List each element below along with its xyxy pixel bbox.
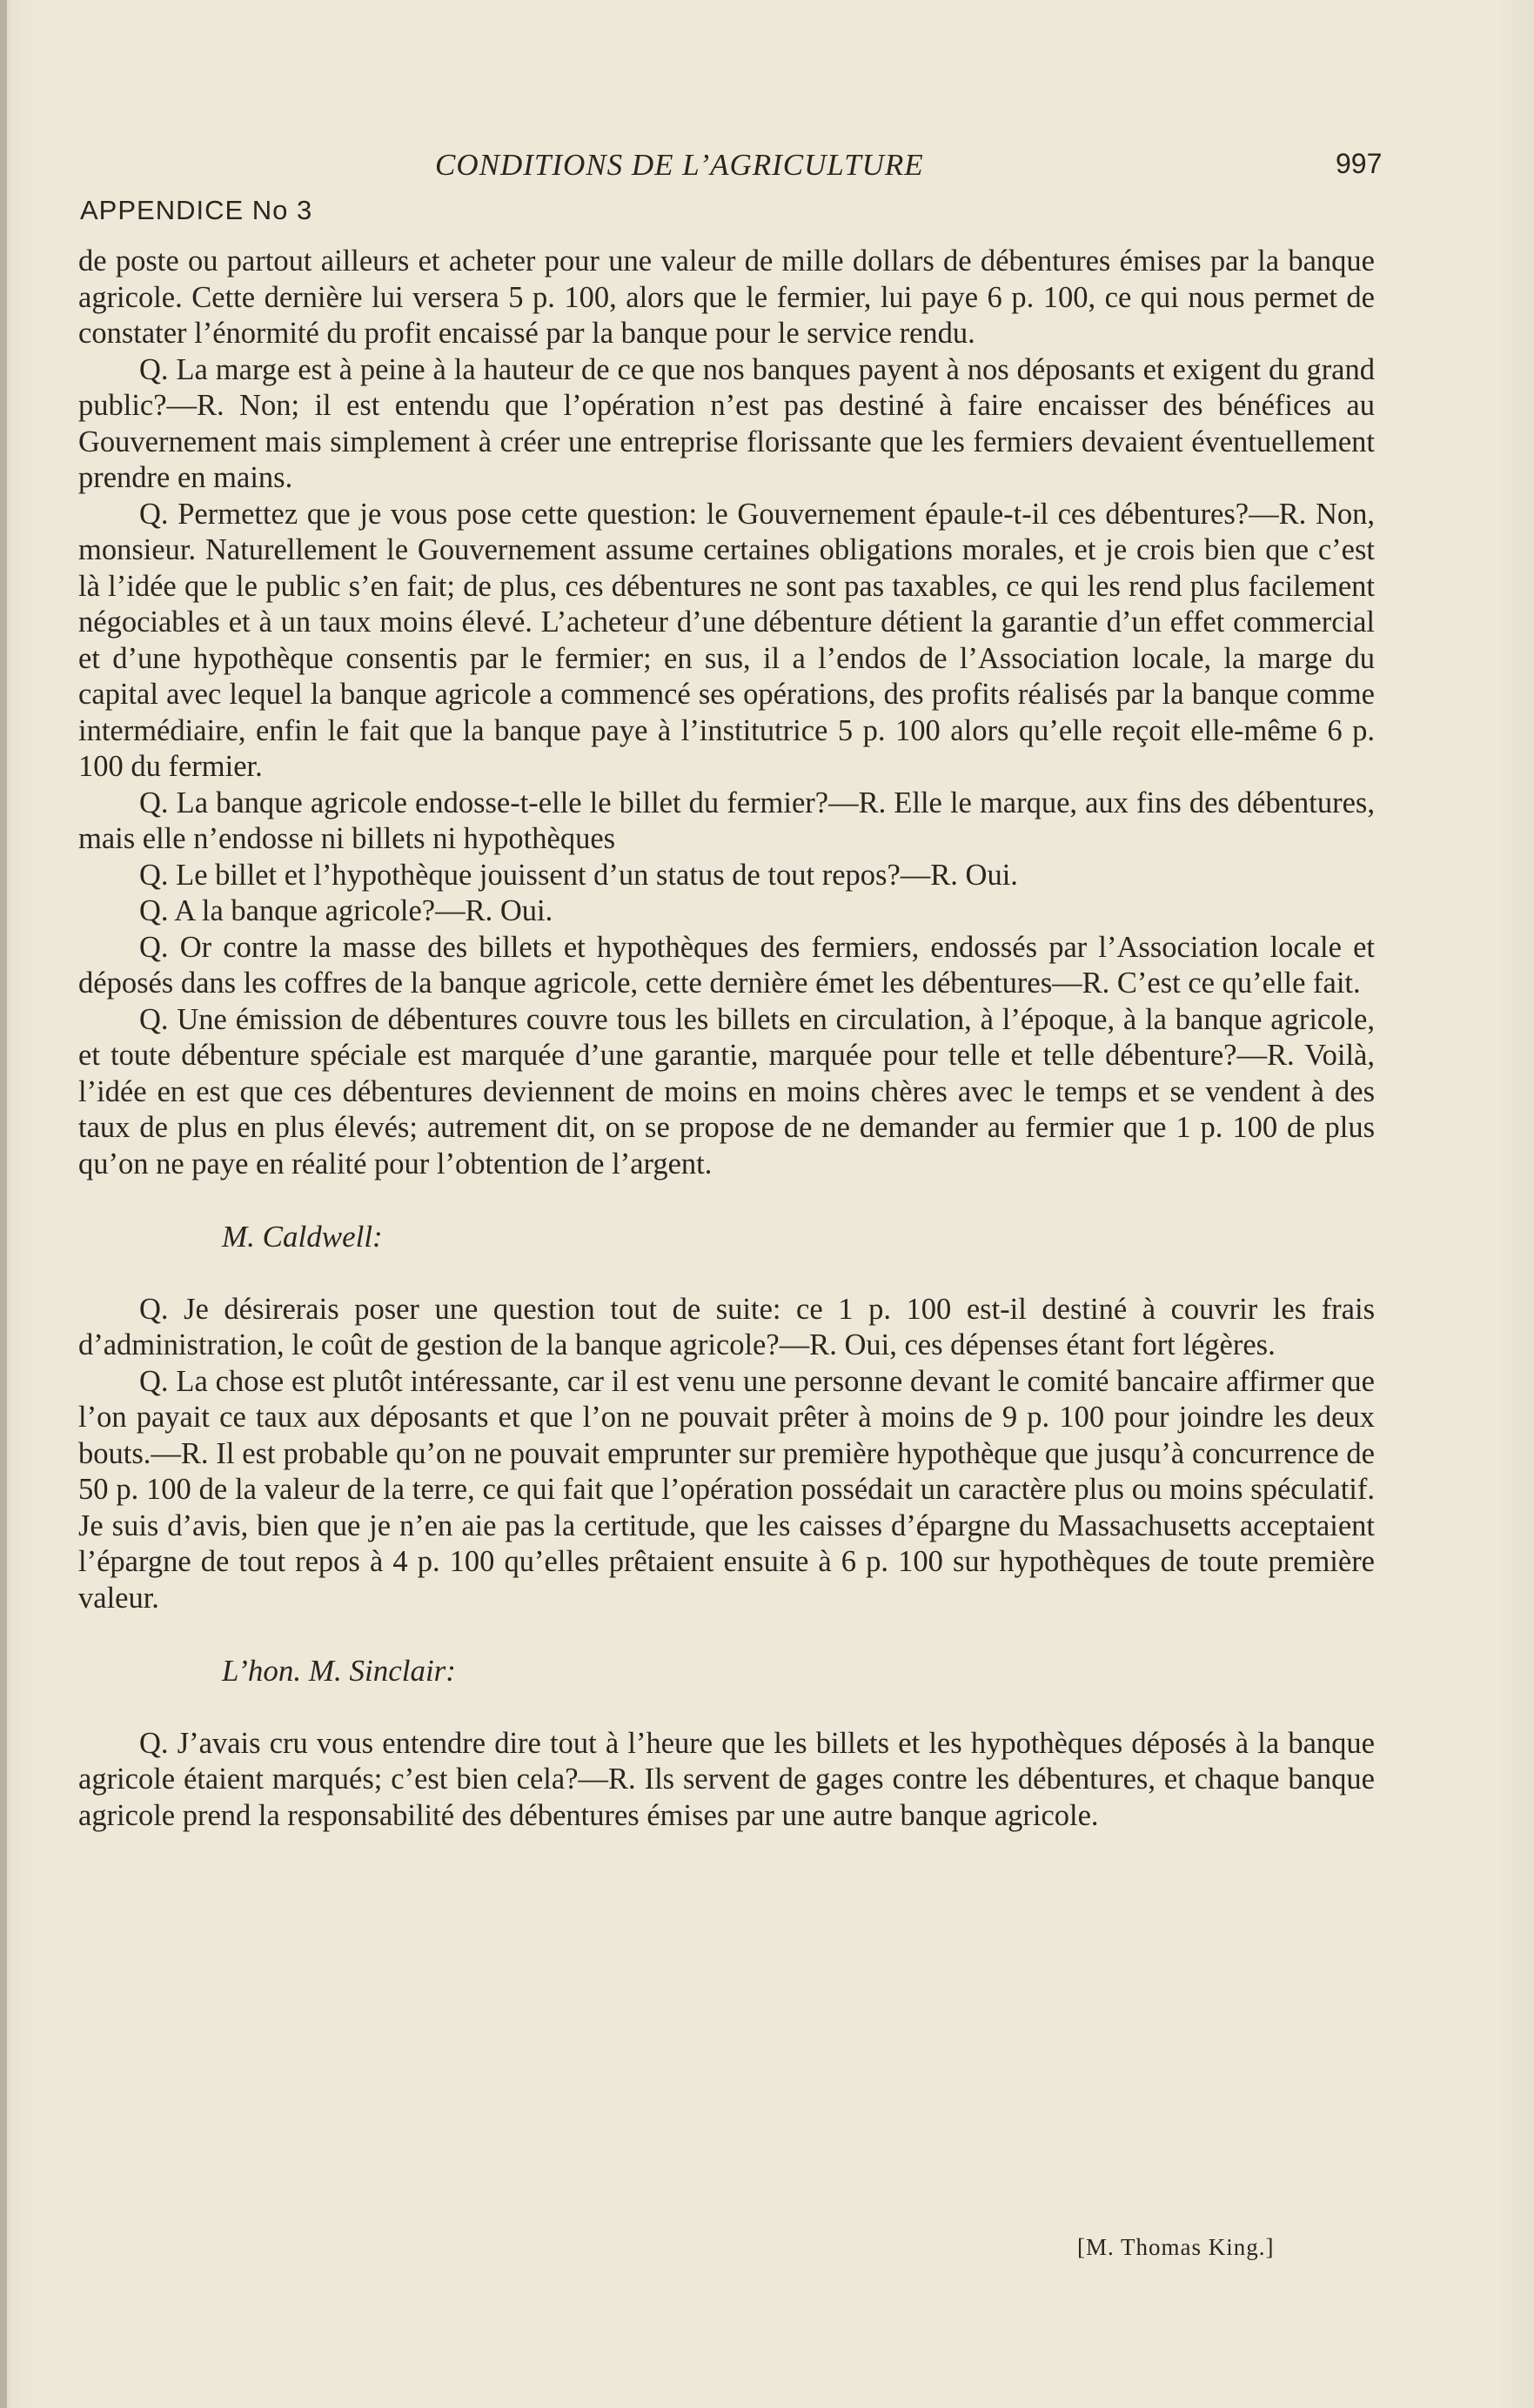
paragraph: Q. La marge est à peine à la hauteur de ce que nos banques payent à nos déposants et exigent du grand public?—R. Non; il est entendu que l’opération n’est pas destiné à faire encaisser des bénéfices au Gouvernement mais simplement à créer une entreprise florissante que les fermiers devaient éventuellement prendre en mains.	[78, 352, 1375, 494]
appendix-label: APPENDICE No 3	[80, 195, 313, 225]
paragraph: Q. Une émission de débentures couvre tous les billets en circulation, à l’époque, à la banque agricole, et toute débenture spéciale est marquée d’une garantie, marquée pour telle et telle débenture?—R. Voilà, l’idée en est que ces débentures deviennent de moins en moins chères avec le temps et se vendent à des taux de plus en plus élevés; autrement dit, on se propose de ne demander au fermier que 1 p. 100 de plus qu’on ne paye en réalité pour l’obtention de l’argent.	[78, 1002, 1375, 1181]
page-binding-edge	[0, 0, 7, 2408]
speaker-heading-sinclair: L’hon. M. Sinclair:	[222, 1654, 456, 1688]
paragraph: de poste ou partout ailleurs et acheter pour une valeur de mille dollars de débentures émises par la banque agricole. Cette dernière lui versera 5 p. 100, alors que le fermier, lui paye 6 p. 100, ce qui nous permet de constater l’énormité du profit encaissé par la banque pour le service rendu.	[78, 244, 1375, 350]
paragraph: Q. A la banque agricole?—R. Oui.	[139, 894, 553, 927]
paragraph: Q. Permettez que je vous pose cette question: le Gouvernement épaule-t-il ces débentures?—R. Non, monsieur. Naturellement le Gouvernement assume certaines obligations morales, et je crois bien que c’est là l’idée que le public s’en fait; de plus, ces débentures ne sont pas taxables, ce qui les rend plus facilement négociables et à un taux moins élevé. L’acheteur d’une débenture détient la garantie d’un effet commercial et d’une hypothèque consentis par le fermier; en sus, il a l’endos de l’Association locale, la marge du capital avec lequel la banque agricole a commencé ses opérations, des profits réalisés par la banque comme intermédiaire, enfin le fait que la banque paye à l’institutrice 5 p. 100 alors qu’elle reçoit elle-même 6 p. 100 du fermier.	[78, 497, 1375, 783]
paragraph: Q. Je désirerais poser une question tout de suite: ce 1 p. 100 est-il destiné à couvrir les frais d’administration, le coût de gestion de la banque agricole?—R. Oui, ces dépenses étant fort légères.	[78, 1292, 1375, 1361]
paragraph: Q. La chose est plutôt intéressante, car il est venu une personne devant le comité bancaire affirmer que l’on payait ce taux aux déposants et que l’on ne pouvait prêter à moins de 9 p. 100 pour joindre les deux bouts.—R. Il est probable qu’on ne pouvait emprunter sur première hypothèque que jusqu’à concurrence de 50 p. 100 de la valeur de la terre, ce qui fait que l’opération possédait un caractère plus ou moins spéculatif. Je suis d’avis, bien que je n’en aie pas la certitude, que les caisses d’épargne du Massachusetts acceptaient l’épargne de tout repos à 4 p. 100 qu’elles prêtaient ensuite à 6 p. 100 sur hypothèques de toute première valeur.	[78, 1364, 1375, 1615]
paragraph: Q. La banque agricole endosse-t-elle le billet du fermier?—R. Elle le marque, aux fins des débentures, mais elle n’endosse ni billets ni hypothèques	[78, 786, 1375, 855]
footer-signature: [M. Thomas King.]	[1077, 2234, 1275, 2260]
paragraph: Q. J’avais cru vous entendre dire tout à l’heure que les billets et les hypothèques déposés à la banque agricole étaient marqués; c’est bien cela?—R. Ils servent de gages contre les débentures, et chaque banque agricole prend la responsabilité des débentures émises par une autre banque agricole.	[78, 1726, 1375, 1832]
paragraph: Q. Or contre la masse des billets et hypothèques des fermiers, endossés par l’Association locale et déposés dans les coffres de la banque agricole, cette dernière émet les débentures—R. C’est ce qu’elle fait.	[78, 930, 1375, 1000]
running-header-title: CONDITIONS DE L’AGRICULTURE	[435, 148, 924, 182]
speaker-heading-caldwell: M. Caldwell:	[222, 1220, 383, 1254]
page-number: 997	[1336, 148, 1383, 179]
body-text	[78, 244, 1375, 1834]
paragraph: Q. Le billet et l’hypothèque jouissent d’un status de tout repos?—R. Oui.	[139, 858, 1018, 892]
